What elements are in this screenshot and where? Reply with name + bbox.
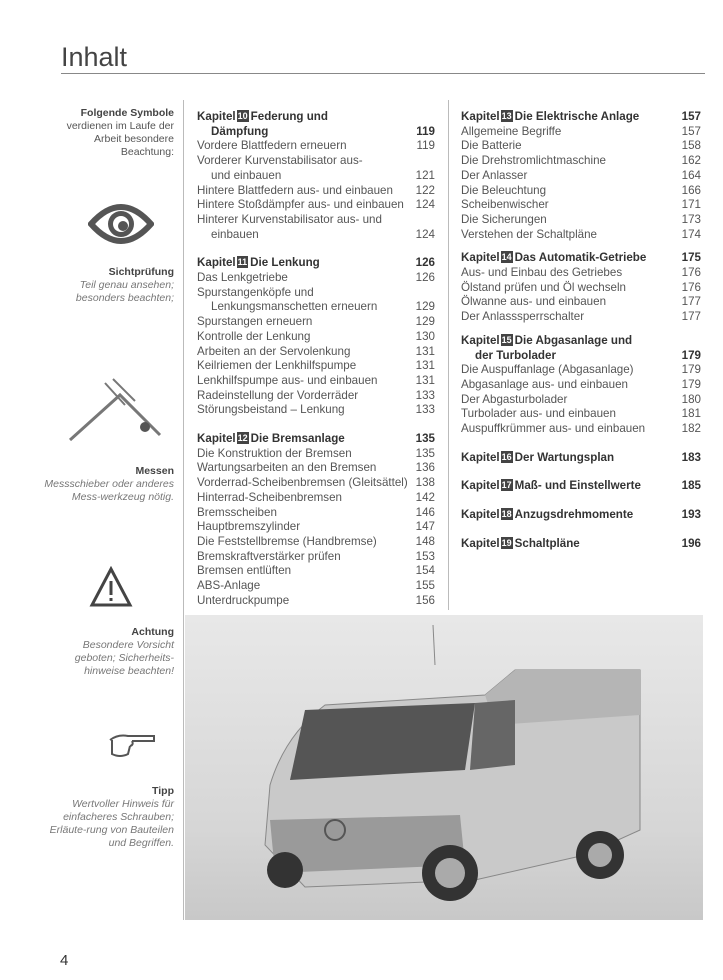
entry-title: Die Konstruktion der Bremsen (197, 446, 352, 460)
page-ref: 157 (681, 124, 701, 138)
toc-entry (197, 286, 435, 301)
entry-title: Der Anlasser (461, 168, 528, 182)
entry-title: Die Drehstromlichtmaschine (461, 154, 606, 168)
entry-title: Ölwanne aus- und einbauen (461, 295, 607, 309)
page-ref: 136 (415, 461, 435, 475)
entry-title: Hinterrad-Scheibenbremsen (197, 490, 342, 504)
entry-title: Vordere Blattfedern erneuern (197, 139, 347, 153)
page-ref: 177 (681, 310, 701, 324)
toc-entry (461, 169, 701, 184)
toc-entry (197, 520, 435, 535)
toc-column-2 (461, 110, 701, 552)
page-ref: 138 (415, 476, 435, 490)
chapter-label: Kapitel (197, 256, 236, 270)
page-ref: 180 (681, 392, 701, 406)
chapter-heading (197, 432, 435, 447)
chapter-number-badge: 19 (501, 537, 512, 548)
entry-title: Keilriemen der Lenkhilfspumpe (197, 359, 357, 373)
chapter-number-badge: 13 (501, 111, 512, 121)
toc-entry (197, 330, 435, 345)
toc-entry (461, 184, 701, 199)
page-ref: 182 (681, 422, 701, 436)
page-ref: 179 (681, 363, 701, 377)
chapter-heading (461, 508, 701, 523)
toc-entry (461, 422, 701, 437)
page-ref: 185 (681, 479, 701, 493)
entry-title: Lenkhilfspumpe aus- und einbauen (197, 373, 378, 387)
toc-entry (197, 461, 435, 476)
chapter-heading (461, 110, 701, 125)
toc-entry (197, 198, 435, 213)
page-number: 4 (60, 952, 69, 969)
entry-title: Hauptbremszylinder (197, 520, 301, 534)
page-ref: 173 (681, 212, 701, 226)
page-ref (429, 110, 435, 125)
entry-title: Vorderrad-Scheibenbremsen (Gleitsättel) (197, 476, 408, 490)
entry-title (197, 110, 328, 125)
page-ref: 157 (681, 110, 701, 123)
toc-entry (197, 506, 435, 521)
entry-title (461, 537, 580, 552)
toc-entry (197, 315, 435, 330)
sidebar-divider (183, 100, 184, 920)
entry-title (197, 256, 320, 271)
entry-title: Dämpfung (211, 124, 269, 138)
chapter-title: Die Elektrische Anlage (514, 110, 640, 123)
page-ref: 121 (415, 168, 435, 182)
toc-entry (461, 154, 701, 169)
toc-entry (197, 476, 435, 491)
page-ref: 171 (681, 198, 701, 212)
eye-icon (88, 198, 154, 250)
page-title: Inhalt (61, 42, 128, 72)
pointing-hand-icon (108, 730, 158, 760)
chapter-label: Kapitel (461, 536, 500, 550)
entry-title: Die Auspuffanlage (Abgasanlage) (461, 363, 634, 377)
toc-entry (197, 374, 435, 389)
page-ref: 166 (681, 183, 701, 197)
entry-title: Ölstand prüfen und Öl wechseln (461, 280, 626, 294)
legend-achtung: Achtung Besondere Vorsicht geboten; Sicherheits-hinweise beachten! (74, 626, 174, 677)
page-ref: 124 (415, 198, 435, 212)
warning-icon (89, 566, 133, 608)
entry-title: und einbauen (211, 168, 282, 182)
entry-title: Radeinstellung der Vorderräder (197, 388, 359, 402)
page-ref (429, 154, 435, 169)
toc-entry (461, 393, 701, 408)
column-divider (448, 100, 449, 610)
page-ref: 119 (416, 139, 435, 153)
entry-title: Der Abgasturbolader (461, 392, 568, 406)
toc-entry (197, 125, 435, 140)
page-ref: 131 (415, 344, 435, 358)
toc-entry (197, 564, 435, 579)
page-ref: 175 (681, 251, 701, 265)
page-ref: 148 (415, 534, 435, 548)
entry-title (461, 479, 641, 494)
toc-entry (197, 271, 435, 286)
toc-entry (197, 447, 435, 462)
entry-title: Spurstangen erneuern (197, 315, 313, 329)
page-ref: 176 (681, 266, 701, 280)
entry-title: Arbeiten an der Servolenkung (197, 344, 351, 358)
van-photo (185, 615, 703, 920)
toc-entry (197, 300, 435, 315)
entry-title: Die Batterie (461, 139, 522, 153)
chapter-heading (461, 451, 701, 466)
toc-entry (461, 198, 701, 213)
entry-title: Kontrolle der Lenkung (197, 329, 311, 343)
toc-entry (197, 213, 435, 228)
mercedes-sprinter-van-image (185, 615, 703, 920)
entry-title (461, 251, 646, 266)
page-ref: 142 (415, 490, 435, 504)
entry-title (461, 451, 614, 466)
chapter-title: Anzugsdrehmomente (514, 508, 634, 522)
entry-title: Vorderer Kurvenstabilisator aus- (197, 154, 363, 168)
chapter-heading (461, 479, 701, 494)
toc-entry (197, 228, 435, 243)
page-ref: 133 (415, 388, 435, 402)
chapter-label: Kapitel (461, 508, 500, 522)
page-ref: 131 (415, 359, 435, 373)
page-ref (429, 213, 435, 228)
page-ref: 122 (415, 183, 435, 197)
entry-title: der Turbolader (475, 348, 556, 362)
toc-entry (461, 139, 701, 154)
entry-title (461, 334, 632, 349)
entry-title: Hinterer Kurvenstabilisator aus- und (197, 212, 382, 226)
toc-column-1 (197, 110, 435, 609)
toc-entry (197, 359, 435, 374)
page-ref: 183 (681, 450, 701, 464)
entry-title: Die Feststellbremse (Handbremse) (197, 534, 377, 548)
entry-title: Unterdruckpumpe (197, 593, 290, 607)
page-ref: 135 (415, 432, 435, 446)
chapter-label: Kapitel (461, 479, 500, 493)
toc-entry (197, 535, 435, 550)
page-ref: 164 (681, 168, 701, 182)
page-ref: 154 (415, 564, 435, 578)
entry-title: Wartungsarbeiten an den Bremsen (197, 461, 377, 475)
page-ref: 179 (681, 348, 701, 362)
page-ref: 193 (681, 508, 701, 522)
page-ref: 174 (681, 227, 701, 241)
entry-title: Allgemeine Begriffe (461, 124, 562, 138)
symbols-intro: Folgende Symbole verdienen im Laufe der Arbeit besondere Beachtung: (66, 107, 174, 158)
page-ref: 133 (415, 403, 435, 417)
toc-entry (461, 281, 701, 296)
chapter-number-badge: 12 (237, 433, 248, 444)
page-ref: 156 (415, 593, 435, 607)
chapter-heading (197, 110, 435, 125)
page-ref: 158 (681, 139, 701, 153)
page-ref: 126 (415, 271, 435, 285)
chapter-title: Der Wartungsplan (514, 450, 615, 464)
chapter-number-badge: 16 (501, 451, 512, 462)
chapter-label: Kapitel (461, 333, 500, 347)
entry-title: Die Sicherungen (461, 212, 547, 226)
page-ref (695, 334, 701, 349)
entry-title (197, 432, 345, 447)
toc-entry (461, 407, 701, 422)
entry-title: Turbolader aus- und einbauen (461, 407, 616, 421)
chapter-number-badge: 10 (237, 111, 248, 121)
chapter-title: Schaltpläne (514, 536, 580, 550)
entry-title: Das Lenkgetriebe (197, 271, 288, 285)
entry-title: Die Beleuchtung (461, 183, 547, 197)
page-ref: 176 (681, 280, 701, 294)
toc-entry (197, 139, 435, 154)
entry-title: Aus- und Einbau des Getriebes (461, 266, 623, 280)
entry-title (461, 508, 633, 523)
page-ref: 129 (415, 300, 435, 314)
entry-title: Hintere Stoßdämpfer aus- und einbauen (197, 198, 404, 212)
entry-title: Bremsen entlüften (197, 564, 292, 578)
toc-entry (197, 389, 435, 404)
toc-entry (197, 184, 435, 199)
toc-entry (197, 550, 435, 565)
page-ref: 177 (681, 295, 701, 309)
entry-title: Verstehen der Schaltpläne (461, 227, 597, 241)
entry-title: Scheibenwischer (461, 198, 549, 212)
legend-sichtpruefung: Sichtprüfung Teil genau ansehen; besonders beachten; (75, 266, 174, 304)
page-ref: 162 (681, 154, 701, 168)
toc-entry (461, 213, 701, 228)
entry-title: Auspuffkrümmer aus- und einbauen (461, 422, 646, 436)
page-ref: 155 (415, 579, 435, 593)
chapter-heading (461, 334, 701, 349)
page-ref (429, 286, 435, 301)
page-ref: 124 (415, 227, 435, 241)
chapter-title: Die Bremsanlage (250, 432, 345, 446)
toc-entry (197, 491, 435, 506)
toc-entry (197, 579, 435, 594)
chapter-title: Die Abgasanlage und (514, 333, 633, 347)
chapter-label: Kapitel (461, 110, 500, 123)
chapter-number-badge: 17 (501, 480, 512, 491)
chapter-label: Kapitel (461, 450, 500, 464)
entry-title: Abgasanlage aus- und einbauen (461, 377, 628, 391)
page-ref: 129 (415, 315, 435, 329)
chapter-heading (461, 537, 701, 552)
entry-title: Störungsbeistand – Lenkung (197, 403, 345, 417)
page-ref: 196 (681, 536, 701, 550)
toc-entry (461, 378, 701, 393)
entry-title: Hintere Blattfedern aus- und einbauen (197, 183, 393, 197)
chapter-title: Das Automatik-Getriebe (514, 251, 647, 265)
toc-entry (197, 594, 435, 609)
entry-title (461, 110, 639, 125)
page-ref: 119 (416, 124, 435, 138)
page-ref: 153 (415, 549, 435, 563)
page-ref: 179 (681, 377, 701, 391)
entry-title: einbauen (211, 227, 259, 241)
page-ref: 130 (415, 329, 435, 343)
chapter-number-badge: 11 (237, 257, 248, 268)
legend-tipp: Tipp Wertvoller Hinweis für einfacheres Schrauben; Erläute-rung von Bauteilen und Begriffen. (49, 785, 174, 849)
toc-entry (461, 310, 701, 325)
chapter-heading (197, 256, 435, 271)
entry-title: Der Anlasssperrschalter (461, 310, 585, 324)
page-ref: 181 (681, 407, 701, 421)
chapter-label: Kapitel (197, 110, 236, 123)
legend-messen: Messen Messschieber oder anderes Mess-werkzeug nötig. (44, 465, 174, 503)
entry-title: Spurstangenköpfe und (197, 285, 314, 299)
page-ref: 126 (415, 256, 435, 270)
chapter-title: Maß- und Einstellwerte (514, 479, 641, 493)
chapter-number-badge: 18 (501, 509, 512, 520)
entry-title: Bremsscheiben (197, 505, 277, 519)
toc-entry (461, 349, 701, 364)
page-ref: 131 (415, 373, 435, 387)
toc-entry (461, 295, 701, 310)
toc-entry (197, 345, 435, 360)
chapter-title: Federung und (250, 110, 328, 123)
chapter-label: Kapitel (197, 432, 236, 446)
toc-entry (461, 228, 701, 243)
chapter-label: Kapitel (461, 251, 500, 265)
chapter-title: Die Lenkung (250, 256, 320, 270)
toc-entry (461, 125, 701, 140)
chapter-number-badge: 15 (501, 334, 512, 345)
toc-entry (197, 169, 435, 184)
toc-entry (461, 266, 701, 281)
page-ref: 135 (415, 446, 435, 460)
caliper-icon (65, 375, 170, 450)
chapter-number-badge: 14 (501, 252, 512, 263)
entry-title: Bremskraftverstärker prüfen (197, 549, 341, 563)
toc-entry (197, 154, 435, 169)
page-ref: 147 (415, 520, 435, 534)
toc-entry (461, 363, 701, 378)
title-rule (61, 73, 705, 74)
toc-entry (197, 403, 435, 418)
entry-title: Lenkungsmanschetten erneuern (211, 300, 378, 314)
entry-title: ABS-Anlage (197, 579, 261, 593)
page-ref: 146 (415, 505, 435, 519)
chapter-heading (461, 251, 701, 266)
